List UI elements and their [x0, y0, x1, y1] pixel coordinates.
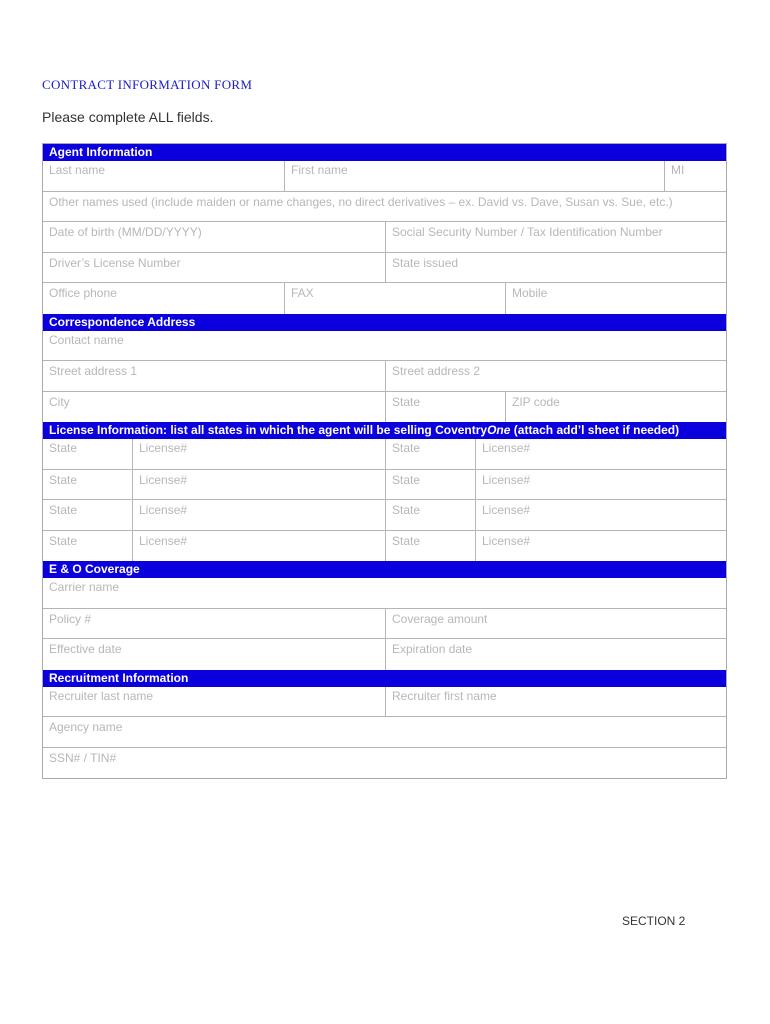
phone-row — [43, 283, 726, 314]
drivers-license-field[interactable]: Driver’s License Number — [43, 253, 386, 283]
dob-ssn-row — [43, 222, 726, 253]
license-state-field[interactable]: State — [43, 531, 133, 562]
section-header-correspondence-address: Correspondence Address — [43, 314, 726, 331]
city-state-zip-row — [43, 392, 726, 423]
street-address-2-field[interactable]: Street address 2 — [392, 364, 481, 378]
license-state-field[interactable]: State — [386, 531, 476, 562]
last-name-field[interactable]: Last name — [43, 161, 285, 191]
license-number-field[interactable]: License# — [482, 472, 531, 487]
street-address-1-field[interactable]: Street address 1 — [43, 361, 386, 391]
mobile-field[interactable]: Mobile — [512, 286, 548, 300]
license-number-field[interactable]: License# — [482, 533, 531, 548]
recruiter-last-name-field[interactable]: Recruiter last name — [43, 687, 386, 717]
license-number-field[interactable]: License# — [133, 531, 386, 562]
recruiter-ssn-tin-field[interactable]: SSN# / TIN# — [49, 750, 117, 765]
license-number-field[interactable]: License# — [482, 503, 531, 517]
section-header-agent-information: Agent Information — [43, 144, 726, 161]
middle-initial-field[interactable]: MI — [671, 163, 685, 177]
carrier-name-field[interactable]: Carrier name — [49, 580, 120, 594]
license-number-field[interactable]: License# — [482, 441, 531, 455]
date-of-birth-field[interactable]: Date of birth (MM/DD/YYYY) — [43, 222, 386, 252]
recruiter-first-name-field[interactable]: Recruiter first name — [392, 688, 497, 703]
contact-name-field[interactable]: Contact name — [49, 332, 124, 347]
form-instruction: Please complete ALL fields. — [42, 109, 214, 125]
expiration-date-field[interactable]: Expiration date — [392, 642, 473, 656]
license-row — [43, 531, 726, 562]
form-title: CONTRACT INFORMATION FORM — [42, 77, 253, 92]
license-state-field[interactable]: State — [386, 470, 476, 500]
license-heading-emphasis: One — [487, 423, 511, 437]
section-header-eo-coverage: E & O Coverage — [43, 561, 726, 578]
agency-name-field[interactable]: Agency name — [49, 720, 123, 734]
first-name-field[interactable]: First name — [285, 161, 665, 191]
section-number: SECTION 2 — [622, 914, 686, 928]
effective-date-field[interactable]: Effective date — [43, 639, 386, 670]
dates-row — [43, 639, 726, 670]
contract-form — [42, 143, 727, 779]
section-header-license-information — [43, 422, 726, 439]
agency-row — [43, 717, 726, 748]
other-names-field[interactable]: Other names used (include maiden or name changes, no direct derivatives – ex. David vs. Dave, Susan vs. Sue, etc.) — [49, 194, 673, 209]
license-number-field[interactable]: License# — [133, 470, 386, 500]
zip-code-field[interactable]: ZIP code — [512, 394, 560, 409]
agent-name-row — [43, 161, 726, 192]
carrier-row — [43, 578, 726, 609]
state-issued-field[interactable]: State issued — [392, 255, 459, 270]
license-heading-text: License Information: list all states in which the agent will be selling Coventry — [49, 423, 488, 437]
contact-name-row — [43, 331, 726, 362]
policy-row — [43, 609, 726, 640]
state-field[interactable]: State — [386, 392, 506, 423]
recruiter-row — [43, 687, 726, 718]
license-row — [43, 439, 726, 470]
license-row — [43, 470, 726, 501]
license-state-field[interactable]: State — [43, 500, 133, 530]
license-state-field[interactable]: State — [43, 470, 133, 500]
ssn-tin-row — [43, 748, 726, 779]
section-header-recruitment-information: Recruitment Information — [43, 670, 726, 687]
ssn-tin-field[interactable]: Social Security Number / Tax Identification Number — [392, 225, 663, 239]
other-names-row — [43, 192, 726, 223]
policy-number-field[interactable]: Policy # — [43, 609, 386, 639]
drivers-license-row — [43, 253, 726, 284]
fax-field[interactable]: FAX — [285, 283, 506, 314]
office-phone-field[interactable]: Office phone — [43, 283, 285, 314]
coverage-amount-field[interactable]: Coverage amount — [392, 611, 488, 626]
license-state-field[interactable]: State — [43, 439, 133, 469]
street-address-row — [43, 361, 726, 392]
license-number-field[interactable]: License# — [133, 439, 386, 469]
license-state-field[interactable]: State — [386, 439, 476, 469]
license-state-field[interactable]: State — [386, 500, 476, 530]
license-row — [43, 500, 726, 531]
city-field[interactable]: City — [43, 392, 386, 423]
license-number-field[interactable]: License# — [133, 500, 386, 530]
license-heading-suffix: (attach add’l sheet if needed) — [510, 423, 680, 437]
